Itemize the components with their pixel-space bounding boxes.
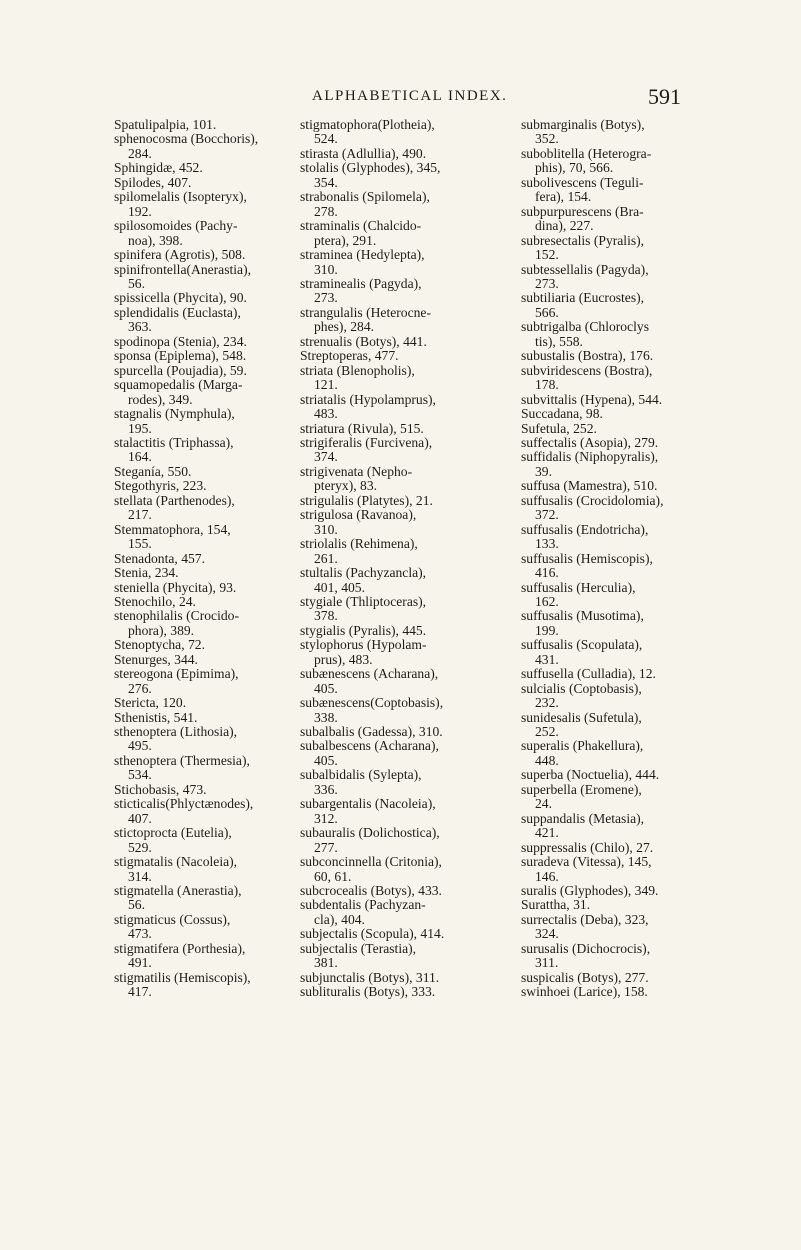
index-entry: stigmatella (Anerastia),: [114, 883, 242, 899]
index-entry-continuation: cla), 404.: [314, 911, 365, 927]
index-entry: stagnalis (Nymphula),: [114, 406, 235, 422]
index-entry-continuation: 312.: [314, 810, 338, 826]
index-entry-continuation: 276.: [128, 680, 152, 696]
index-entry: subjunctalis (Botys), 311.: [300, 969, 440, 985]
index-entry: subconcinnella (Critonia),: [300, 854, 442, 870]
index-entry-continuation: 338.: [314, 709, 338, 725]
index-entry-continuation: 162.: [535, 593, 559, 609]
index-entry: stalactitis (Triphassa),: [114, 434, 234, 450]
index-entry-continuation: pteryx), 83.: [314, 478, 378, 494]
index-entry: stereogona (Epimima),: [114, 666, 239, 682]
index-entry-continuation: 178.: [535, 377, 559, 393]
index-entry: spissicella (Phycita), 90.: [114, 290, 247, 306]
index-entry: strenualis (Botys), 441.: [300, 333, 427, 349]
index-entry: Sthenistis, 541.: [114, 709, 198, 725]
index-entry: suffusalis (Scopulata),: [521, 637, 643, 653]
index-entry-continuation: 24.: [535, 796, 552, 812]
index-entry: suffusalis (Crocidolomia),: [521, 492, 664, 508]
index-entry: stygiale (Thliptoceras),: [300, 593, 427, 609]
index-entry: strigiferalis (Furcivena),: [300, 434, 433, 450]
index-entry: suffusalis (Endotricha),: [521, 521, 649, 537]
index-entry: Stegothyris, 223.: [114, 478, 207, 494]
index-entry: subænescens (Acharana),: [300, 666, 439, 682]
index-entry: suspicalis (Botys), 277.: [521, 969, 649, 985]
index-entry: strigivenata (Nepho-: [300, 463, 413, 479]
index-entry: subauralis (Dolichostica),: [300, 825, 440, 841]
index-entry: stigmatilis (Hemiscopis),: [114, 969, 251, 985]
index-entry: subalbalis (Gadessa), 310.: [300, 724, 443, 740]
index-entry: subjectalis (Scopula), 414.: [300, 926, 445, 942]
index-entry-continuation: rodes), 349.: [128, 391, 193, 407]
index-entry: spinifrontella(Anerastia),: [114, 261, 252, 277]
index-entry-continuation: 314.: [128, 868, 152, 884]
index-entry-continuation: 354.: [314, 174, 338, 190]
index-entry: surrectalis (Deba), 323,: [521, 911, 649, 927]
index-entry: Surattha, 31.: [521, 897, 591, 913]
index-entry-continuation: 152.: [535, 247, 559, 263]
index-entry: sticticalis(Phlyctænodes),: [114, 796, 254, 812]
index-entry: subdentalis (Pachyzan-: [300, 897, 426, 913]
index-entry-continuation: 56.: [128, 897, 145, 913]
index-entry: subænescens(Coptobasis),: [300, 695, 444, 711]
index-entry: superalis (Phakellura),: [521, 738, 644, 754]
index-entry: suffidalis (Niphopyralis),: [521, 449, 659, 465]
index-entry-continuation: 405.: [314, 680, 338, 696]
running-header: ALPHABETICAL INDEX.: [312, 88, 508, 104]
index-entry: Succadana, 98.: [521, 406, 603, 422]
index-entry-continuation: 483.: [314, 406, 338, 422]
index-entry: spilosomoides (Pachy-: [114, 218, 238, 234]
index-entry-continuation: 217.: [128, 507, 152, 523]
index-entry-continuation: phora), 389.: [128, 622, 195, 638]
index-entry: striatura (Rivula), 515.: [300, 420, 424, 436]
index-entry: Sphingidæ, 452.: [114, 160, 203, 176]
index-entry: surusalis (Dichocrocis),: [521, 940, 651, 956]
index-entry-continuation: 378.: [314, 608, 338, 624]
index-entry: Stenoptycha, 72.: [114, 637, 205, 653]
index-entry: swinhoei (Larice), 158.: [521, 984, 648, 1000]
index-entry-continuation: 60, 61.: [314, 868, 352, 884]
index-entry: stirasta (Adlullia), 490.: [300, 145, 427, 161]
index-entry: spilomelalis (Isopteryx),: [114, 189, 247, 205]
index-entry-continuation: 363.: [128, 319, 152, 335]
index-entry: suffectalis (Asopia), 279.: [521, 434, 659, 450]
index-entry: Steganía, 550.: [114, 463, 192, 479]
index-entry-continuation: 232.: [535, 695, 559, 711]
index-entry: suralis (Glyphodes), 349.: [521, 883, 659, 899]
index-entry: Stenia, 234.: [114, 565, 179, 581]
index-entry-continuation: 278.: [314, 203, 338, 219]
index-entry-continuation: noa), 398.: [128, 232, 183, 248]
index-entry-continuation: 311.: [535, 955, 559, 971]
page-number: 591: [648, 84, 681, 109]
index-entry: Sufetula, 252.: [521, 420, 597, 436]
index-entry-continuation: 529.: [128, 839, 152, 855]
index-entry: Stenurges, 344.: [114, 651, 198, 667]
index-entry: suffusalis (Herculia),: [521, 579, 636, 595]
index-entry: sphenocosma (Bocchoris),: [114, 131, 259, 147]
index-entry: stygialis (Pyralis), 445.: [300, 622, 427, 638]
index-entry-continuation: 431.: [535, 651, 559, 667]
index-entry-continuation: 336.: [314, 781, 338, 797]
index-entry-continuation: 372.: [535, 507, 559, 523]
index-entry: subalbescens (Acharana),: [300, 738, 439, 754]
index-entry-continuation: 407.: [128, 810, 152, 826]
index-entry: sthenoptera (Lithosia),: [114, 724, 238, 740]
index-entry: subcrocealis (Botys), 433.: [300, 883, 442, 899]
index-entry-continuation: 277.: [314, 839, 338, 855]
index-entry: suppressalis (Chilo), 27.: [521, 839, 654, 855]
index-column-middle: [300, 118, 540, 1000]
index-entry: stigmatalis (Nacoleia),: [114, 854, 238, 870]
index-entry: subtessellalis (Pagyda),: [521, 261, 649, 277]
index-entry: suboblitella (Heterogra-: [521, 145, 652, 161]
index-entry: striolalis (Rehimena),: [300, 536, 418, 552]
index-entry-continuation: ptera), 291.: [314, 232, 377, 248]
index-entry: subviridescens (Bostra),: [521, 362, 653, 378]
index-entry: sthenoptera (Thermesia),: [114, 752, 250, 768]
index-entry: suffusa (Mamestra), 510.: [521, 478, 658, 494]
index-entry: Stericta, 120.: [114, 695, 187, 711]
index-entry-continuation: 566.: [535, 304, 559, 320]
index-entry: subustalis (Bostra), 176.: [521, 348, 654, 364]
index-entry-continuation: 164.: [128, 449, 152, 465]
index-entry: stellata (Parthenodes),: [114, 492, 235, 508]
index-entry: subolivescens (Teguli-: [521, 174, 644, 190]
index-entry: squamopedalis (Marga-: [114, 377, 243, 393]
index-entry: subvittalis (Hypena), 544.: [521, 391, 663, 407]
index-entry-continuation: 199.: [535, 622, 559, 638]
index-entry: spodinopa (Stenia), 234.: [114, 333, 247, 349]
index-entry: Spatulipalpia, 101.: [114, 117, 217, 132]
index-entry-continuation: 310.: [314, 521, 338, 537]
index-entry: suffusalis (Hemiscopis),: [521, 550, 653, 566]
index-entry: straminalis (Chalcido-: [300, 218, 422, 234]
index-entry: Stenadonta, 457.: [114, 550, 205, 566]
index-entry: spinifera (Agrotis), 508.: [114, 247, 246, 263]
index-entry-continuation: tis), 558.: [535, 333, 583, 349]
index-entry-continuation: 252.: [535, 724, 559, 740]
index-entry: Stenochilo, 24.: [114, 593, 196, 609]
index-entry-continuation: 417.: [128, 984, 152, 1000]
index-entry-continuation: 39.: [535, 463, 552, 479]
index-entry-continuation: 495.: [128, 738, 152, 754]
index-column-right: [521, 118, 761, 1000]
index-entry: suffusalis (Musotima),: [521, 608, 644, 624]
index-entry: suppandalis (Metasia),: [521, 810, 645, 826]
index-entry: strigulalis (Platytes), 21.: [300, 492, 433, 508]
index-entry: stolalis (Glyphodes), 345,: [300, 160, 441, 176]
index-entry: stylophorus (Hypolam-: [300, 637, 427, 653]
index-entry-continuation: 473.: [128, 926, 152, 942]
index-entry-continuation: 405.: [314, 752, 338, 768]
index-entry-continuation: 448.: [535, 752, 559, 768]
index-entry-continuation: 273.: [314, 290, 338, 306]
index-entry: Stemmatophora, 154,: [114, 521, 231, 537]
index-entry: steniella (Phycita), 93.: [114, 579, 237, 595]
index-entry-continuation: 524.: [314, 131, 338, 147]
index-entry: submarginalis (Botys),: [521, 117, 645, 132]
index-entry-continuation: 374.: [314, 449, 338, 465]
index-entry-continuation: prus), 483.: [314, 651, 373, 667]
index-entry: sublituralis (Botys), 333.: [300, 984, 436, 1000]
index-entry-continuation: 146.: [535, 868, 559, 884]
index-entry: subalbidalis (Sylepta),: [300, 767, 422, 783]
index-entry-continuation: 284.: [128, 145, 152, 161]
index-entry: Spilodes, 407.: [114, 174, 192, 190]
index-entry: superbella (Eromene),: [521, 781, 642, 797]
index-entry: Streptoperas, 477.: [300, 348, 399, 364]
index-entry: strigulosa (Ravanoa),: [300, 507, 417, 523]
index-entry-continuation: 56.: [128, 275, 145, 291]
index-entry: strangulalis (Heterocne-: [300, 304, 431, 320]
index-entry: strabonalis (Spilomela),: [300, 189, 430, 205]
index-entry: splendidalis (Euclasta),: [114, 304, 241, 320]
index-entry-continuation: 195.: [128, 420, 152, 436]
index-entry: stictoprocta (Eutelia),: [114, 825, 232, 841]
index-entry: stramineаlis (Pagyda),: [300, 275, 422, 291]
index-entry-continuation: 421.: [535, 825, 559, 841]
index-entry: suffusella (Culladia), 12.: [521, 666, 656, 682]
index-entry-continuation: 273.: [535, 275, 559, 291]
index-entry: superba (Noctuelia), 444.: [521, 767, 660, 783]
index-entry-continuation: dina), 227.: [535, 218, 594, 234]
index-entry: subtiliaria (Eucrostes),: [521, 290, 645, 306]
index-entry-continuation: phis), 70, 566.: [535, 160, 614, 176]
index-entry: sponsa (Epiplema), 548.: [114, 348, 247, 364]
index-entry: stenophilalis (Crocido-: [114, 608, 239, 624]
index-entry: stultalis (Pachyzancla),: [300, 565, 427, 581]
index-entry: subargentalis (Nacoleia),: [300, 796, 436, 812]
index-entry-continuation: phes), 284.: [314, 319, 375, 335]
index-entry-continuation: 416.: [535, 565, 559, 581]
index-entry: spurcella (Poujadia), 59.: [114, 362, 247, 378]
index-entry: sunidesalis (Sufetula),: [521, 709, 642, 725]
index-entry-continuation: 491.: [128, 955, 152, 971]
index-entry: striatalis (Hypolamprus),: [300, 391, 436, 407]
index-entry-continuation: 133.: [535, 536, 559, 552]
index-entry: subpurpurescens (Bra-: [521, 203, 644, 219]
index-entry-continuation: 310.: [314, 261, 338, 277]
index-entry: sulcialis (Coptobasis),: [521, 680, 642, 696]
index-entry: straminea (Hedylepta),: [300, 247, 425, 263]
index-entry: subjectalis (Terastia),: [300, 940, 417, 956]
index-entry-continuation: 534.: [128, 767, 152, 783]
index-entry-continuation: 261.: [314, 550, 338, 566]
index-entry: stigmatophora(Plotheia),: [300, 117, 435, 132]
index-entry: Stichobasis, 473.: [114, 781, 207, 797]
index-entry-continuation: fera), 154.: [535, 189, 592, 205]
index-entry: suradeva (Vitessa), 145,: [521, 854, 652, 870]
index-entry-continuation: 324.: [535, 926, 559, 942]
index-entry-continuation: 381.: [314, 955, 338, 971]
index-entry: stigmatifera (Porthesia),: [114, 940, 246, 956]
index-entry: subresectalis (Pyralis),: [521, 232, 645, 248]
index-entry: striata (Blenopholis),: [300, 362, 415, 378]
index-entry: subtrigalba (Chloroclys: [521, 319, 649, 335]
index-entry-continuation: 352.: [535, 131, 559, 147]
index-entry-continuation: 401, 405.: [314, 579, 365, 595]
index-entry: stigmaticus (Cossus),: [114, 911, 231, 927]
index-entry-continuation: 121.: [314, 377, 338, 393]
index-entry-continuation: 192.: [128, 203, 152, 219]
index-entry-continuation: 155.: [128, 536, 152, 552]
